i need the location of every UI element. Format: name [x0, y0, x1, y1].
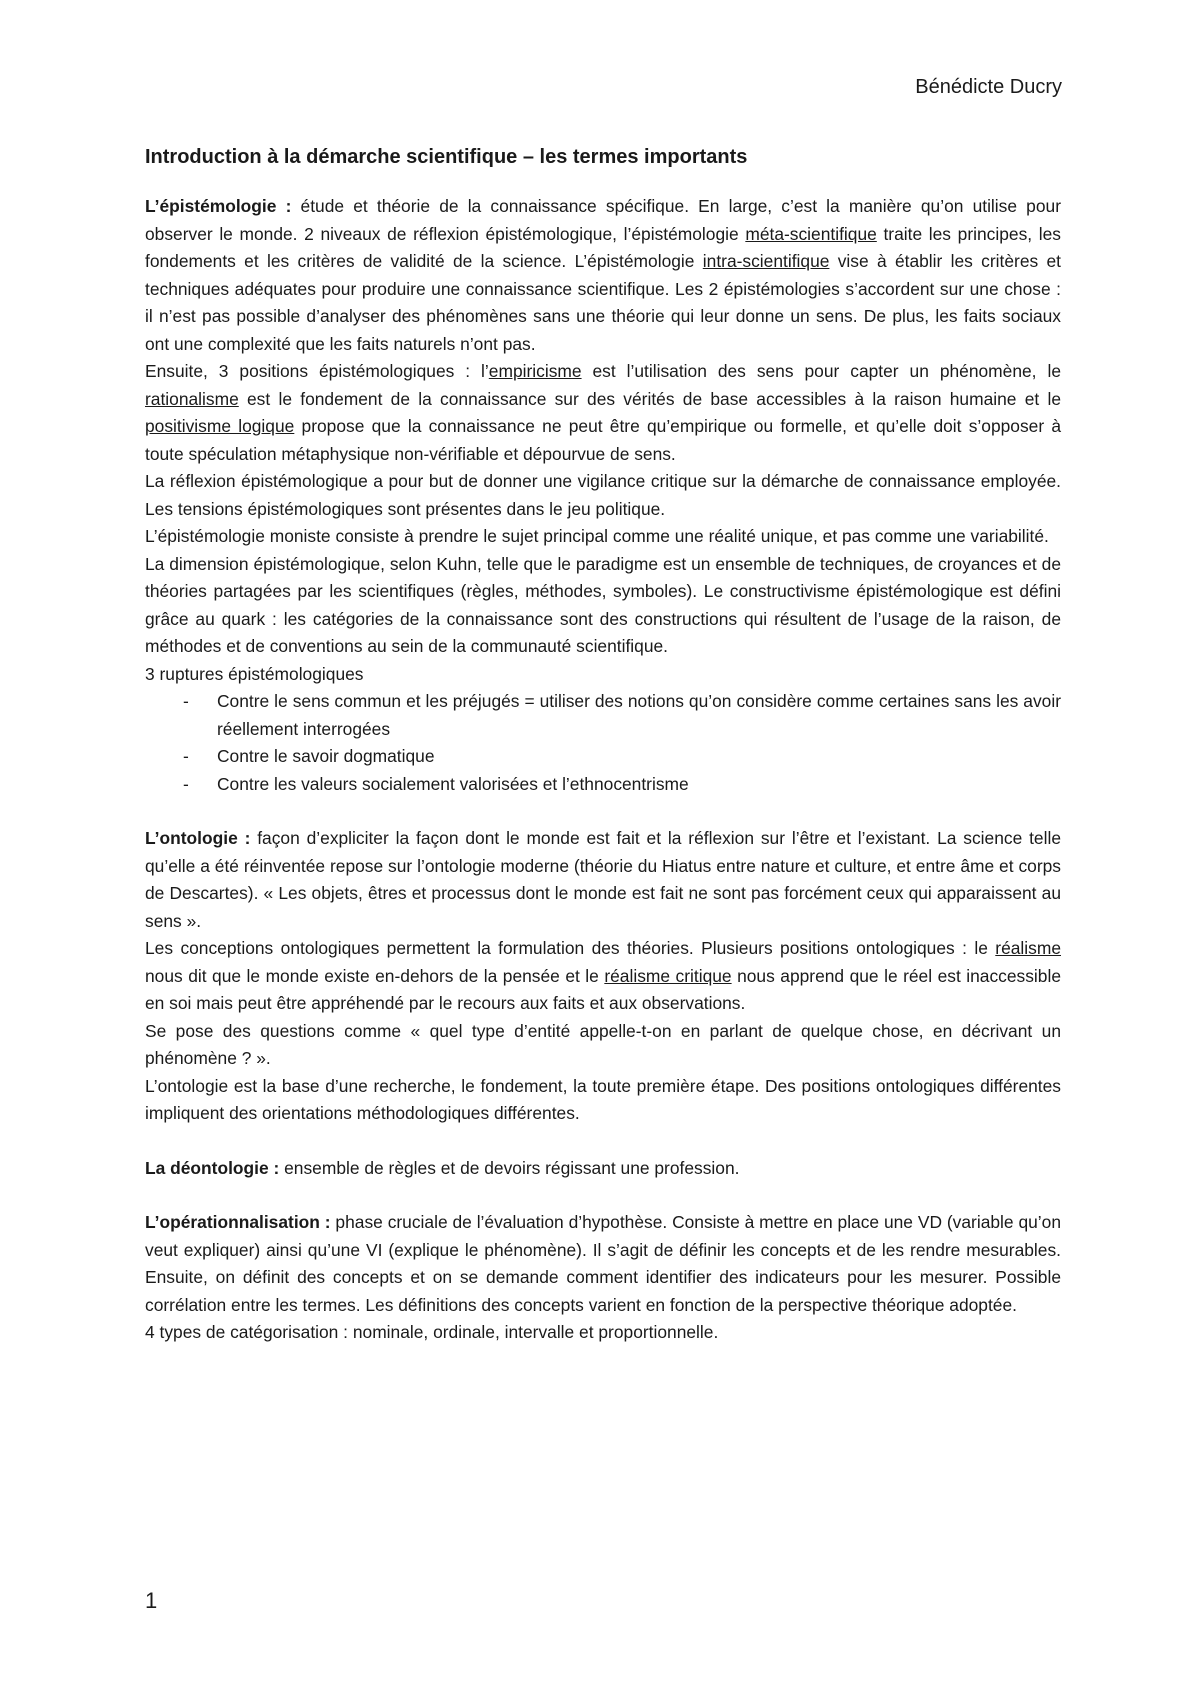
section-spacer	[145, 798, 1061, 825]
text-span: nous dit que le monde existe en-dehors de la pensée et le	[145, 965, 605, 986]
document-body	[145, 143, 1061, 1347]
text-span: phase cruciale de l’évaluation d’hypothèse. Consiste à mettre en place une VD (variable qu’on veut expliquer) ainsi qu’une VI (explique le phénomène). Il s’agit de définir les concepts et de les rendre mesurables. Ensuite, on définit des concepts et on se demande comment identifier des indicateurs pour les mesurer. Possible corrélation entre les termes. Les définitions des concepts varient en fonction de la perspective théorique adoptée.	[145, 1212, 1061, 1315]
underlined-term: réalisme	[995, 938, 1061, 958]
term-operationnalisation: L’opérationnalisation :	[145, 1212, 331, 1232]
author-name: Bénédicte Ducry	[915, 76, 1062, 98]
epistemologie-paragraph-5: La dimension épistémologique, selon Kuhn, telle que le paradigme est un ensemble de techniques, de croyances et de théories partagées par les scientifiques (règles, méthodes, symboles). Le constructivisme épistémologique est défini grâce au quark : les catégories de la connaissance sont des constructions qui résultent de l’usage de la raison, de méthodes et de conventions au sein de la communauté scientifique.	[145, 553, 1061, 656]
ontologie-paragraph-2	[145, 935, 1061, 1018]
list-item: - Contre le sens commun et les préjugés = utiliser des notions qu’on considère comme certaines sans les avoir réellement interrogées	[145, 688, 1061, 743]
list-item: - Contre le savoir dogmatique	[145, 743, 1061, 771]
underlined-term: positivisme logique	[145, 416, 295, 436]
ruptures-list	[145, 688, 1061, 798]
document-title: Introduction à la démarche scientifique – les termes importants	[145, 146, 748, 168]
epistemologie-paragraph-3: La réflexion épistémologique a pour but de donner une vigilance critique sur la démarche de connaissance employée. Les tensions épistémologiques sont présentes dans le jeu politique.	[145, 471, 1061, 519]
underlined-term: empiricisme	[488, 361, 582, 381]
section-spacer	[145, 1182, 1061, 1209]
text-span: Ensuite, 3 positions épistémologiques : l’	[145, 361, 489, 381]
text-span: est l’utilisation des sens pour capter un phénomène, le	[581, 361, 1061, 381]
underlined-term: réalisme critique	[604, 965, 732, 986]
text-span: étude et théorie de la connaissance spécifique. En large, c’est la manière qu’on utilise pour observer le monde. 2 niveaux de réflexion épistémologique, l’épistémologie	[145, 196, 1061, 244]
text-span: nous apprend que le réel est inaccessible en soi mais peut être appréhendé par le recours aux faits et aux observations.	[145, 965, 1061, 1013]
epistemologie-paragraph-4: L’épistémologie moniste consiste à prendre le sujet principal comme une réalité unique, et pas comme une variabilité.	[145, 526, 1049, 546]
text-span: propose que la connaissance ne peut être qu’empirique ou formelle, et qu’elle doit s’opposer à toute spéculation métaphysique non-vérifiable et dépourvue de sens.	[145, 416, 1062, 464]
epistemologie-paragraph-1	[145, 193, 1061, 358]
ruptures-intro: 3 ruptures épistémologiques	[145, 663, 364, 684]
text-span: est le fondement de la connaissance sur des vérités de base accessibles à la raison humaine et le	[238, 388, 1061, 409]
term-deontologie: La déontologie :	[145, 1157, 280, 1178]
section-spacer	[145, 1128, 1061, 1155]
operationnalisation-paragraph-1	[145, 1209, 1061, 1319]
text-span: traite les principes, les fondements et les critères de validité de la science. L’épistémologie	[145, 223, 1061, 271]
page-number: 1	[145, 1588, 158, 1613]
epistemologie-paragraph-2	[145, 358, 1061, 468]
text-span: ensemble de règles et de devoirs régissant une profession.	[279, 1157, 740, 1178]
deontologie-paragraph	[145, 1155, 1061, 1183]
term-epistemologie: L’épistémologie :	[145, 196, 292, 216]
ontologie-paragraph-3: Se pose des questions comme « quel type d’entité appelle-t-on en parlant de quelque chose, en décrivant un phénomène ? ».	[145, 1020, 1061, 1068]
ontologie-paragraph-1	[145, 825, 1061, 935]
underlined-term: intra-scientifique	[702, 251, 830, 271]
underlined-term: rationalisme	[145, 388, 239, 409]
list-item: - Contre les valeurs socialement valorisées et l’ethnocentrisme	[145, 771, 1061, 799]
ontologie-paragraph-4: L’ontologie est la base d’une recherche, le fondement, la toute première étape. Des positions ontologiques différentes impliquent des orientations méthodologiques différentes.	[145, 1075, 1061, 1123]
term-ontologie: L’ontologie :	[145, 828, 251, 848]
underlined-term: méta-scientifique	[745, 223, 877, 244]
text-span: Les conceptions ontologiques permettent la formulation des théories. Plusieurs positions ontologiques : le	[145, 938, 996, 958]
text-span: vise à établir les critères et techniques adéquates pour produire une connaissance scientifique. Les 2 épistémologies s’accordent sur une chose : il n’est pas possible d’analyser des phénomènes sans une théorie qui leur donne un sens. De plus, les faits sociaux ont une complexité que les faits naturels n’ont pas.	[145, 251, 1061, 354]
text-span: façon d’expliciter la façon dont le monde est fait et la réflexion sur l’être et l’existant. La science telle qu’elle a été réinventée repose sur l’ontologie moderne (théorie du Hiatus entre nature et culture, et entre âme et corps de Descartes). « Les objets, êtres et processus dont le monde est fait ne sont pas forcément ceux qui apparaissent au sens ».	[145, 828, 1061, 931]
operationnalisation-paragraph-2: 4 types de catégorisation : nominale, ordinale, intervalle et proportionnelle.	[145, 1322, 719, 1342]
